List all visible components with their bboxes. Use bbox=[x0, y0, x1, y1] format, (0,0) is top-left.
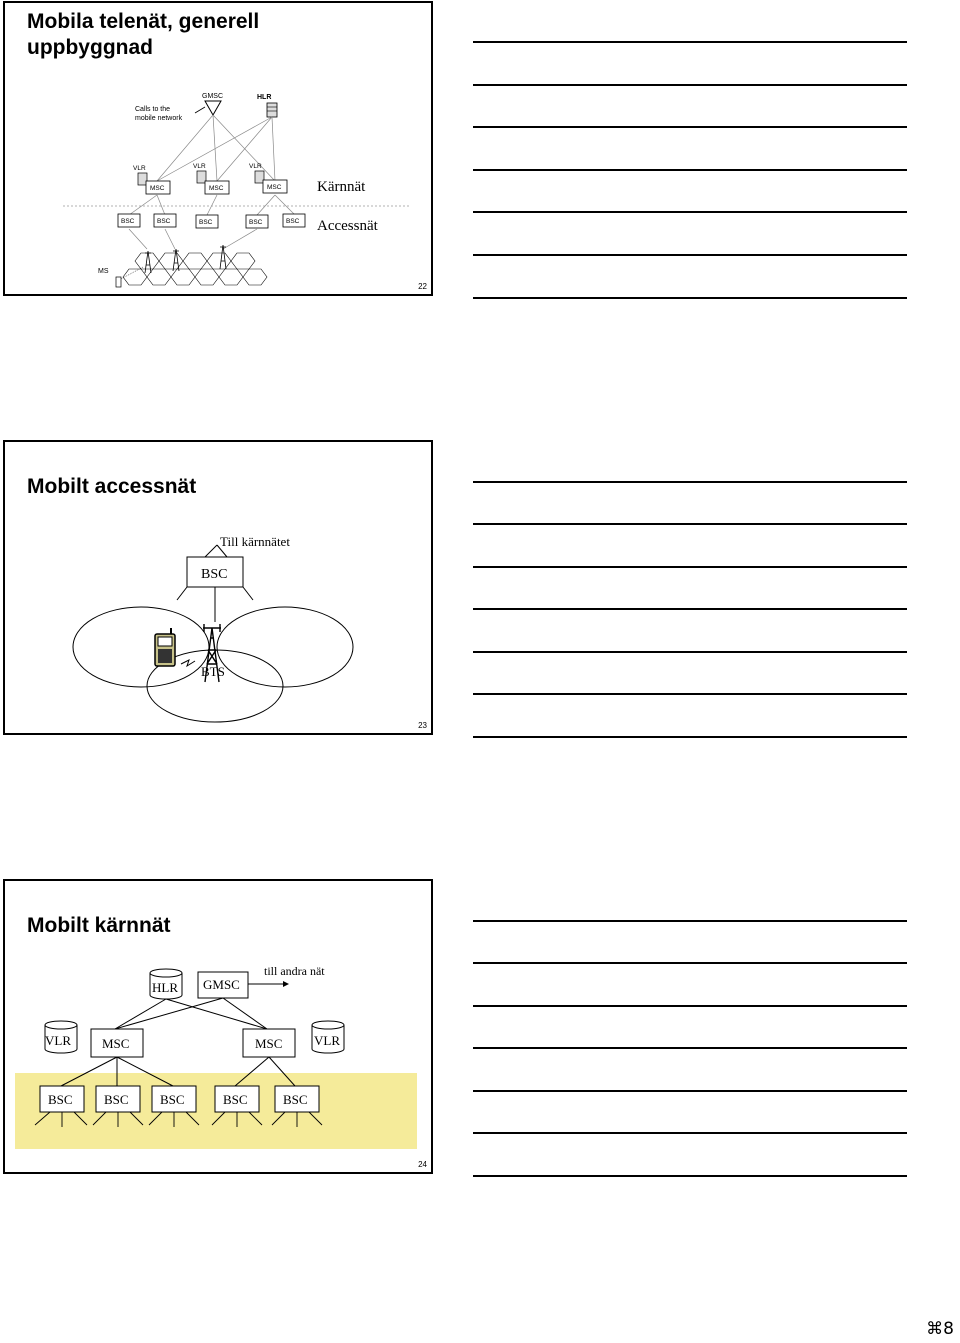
svg-text:BSC: BSC bbox=[121, 218, 135, 225]
note-line bbox=[473, 169, 907, 171]
msc-box-1 bbox=[146, 181, 170, 194]
till-andra-nat-label: till andra nät bbox=[264, 964, 325, 978]
svg-text:MSC: MSC bbox=[150, 185, 165, 192]
note-line bbox=[473, 566, 907, 568]
cell-ellipse-left bbox=[73, 607, 209, 687]
ms-phone-icon bbox=[116, 277, 121, 287]
ms-label: MS bbox=[98, 268, 109, 275]
access-network-diagram bbox=[5, 442, 431, 733]
gmsc-label: GMSC bbox=[202, 93, 223, 100]
bsc-box-4 bbox=[215, 1086, 259, 1112]
note-line bbox=[473, 608, 907, 610]
vlr-label-2: VLR bbox=[193, 163, 206, 170]
radio-signal-icon bbox=[181, 660, 195, 666]
vlr-label-right: VLR bbox=[314, 1033, 340, 1048]
hlr-database-icon bbox=[267, 103, 277, 117]
note-line bbox=[473, 254, 907, 256]
svg-text:BSC: BSC bbox=[223, 1092, 248, 1107]
vlr-label-1: VLR bbox=[133, 165, 146, 172]
till-karnnatet-label: Till kärnnätet bbox=[220, 534, 290, 549]
bsc-label: BSC bbox=[201, 567, 228, 582]
note-line bbox=[473, 41, 907, 43]
slide-title: Mobilt kärnnät bbox=[27, 914, 171, 937]
slide-number: 23 bbox=[418, 721, 427, 730]
svg-text:BSC: BSC bbox=[104, 1092, 129, 1107]
note-line bbox=[473, 651, 907, 653]
calls-label-2: mobile network bbox=[135, 115, 183, 122]
note-line bbox=[473, 693, 907, 695]
page-number-value: 8 bbox=[943, 1319, 954, 1339]
msc-label-right: MSC bbox=[255, 1036, 283, 1051]
vlr-label-3: VLR bbox=[249, 163, 262, 170]
vlr-label-left: VLR bbox=[45, 1033, 71, 1048]
note-line bbox=[473, 1175, 907, 1177]
note-line bbox=[473, 297, 907, 299]
gmsc-label: GMSC bbox=[203, 977, 240, 992]
bsc-box-1 bbox=[118, 214, 140, 227]
note-line bbox=[473, 1047, 907, 1049]
svg-text:BSC: BSC bbox=[283, 1092, 308, 1107]
page-number bbox=[926, 1319, 954, 1339]
note-line bbox=[473, 920, 907, 922]
bsc-box-5 bbox=[283, 214, 305, 227]
note-line bbox=[473, 84, 907, 86]
note-line bbox=[473, 126, 907, 128]
msc-label-left: MSC bbox=[102, 1036, 130, 1051]
msc-box-3 bbox=[263, 180, 287, 193]
hlr-label: HLR bbox=[152, 980, 178, 995]
slide-title: Mobilt accessnät bbox=[27, 475, 197, 498]
cell-ellipse-right bbox=[217, 607, 353, 687]
msc-box-2 bbox=[205, 181, 229, 194]
slide-number: 24 bbox=[418, 1160, 427, 1169]
slide-23 bbox=[3, 440, 433, 735]
svg-text:BSC: BSC bbox=[157, 218, 171, 225]
title-line-2: uppbyggnad bbox=[27, 36, 153, 59]
slide-24 bbox=[3, 879, 433, 1174]
note-line bbox=[473, 736, 907, 738]
bsc-box-3 bbox=[196, 215, 218, 228]
svg-text:BSC: BSC bbox=[48, 1092, 73, 1107]
title-line-1: Mobila telenät, generell bbox=[27, 10, 260, 33]
svg-text:MSC: MSC bbox=[209, 185, 224, 192]
svg-text:BSC: BSC bbox=[160, 1092, 185, 1107]
slide-22 bbox=[3, 1, 433, 296]
note-line bbox=[473, 1132, 907, 1134]
bsc-box-2 bbox=[96, 1086, 140, 1112]
mobile-phone-icon bbox=[155, 628, 175, 666]
calls-label-1: Calls to the bbox=[135, 106, 171, 113]
note-line bbox=[473, 523, 907, 525]
core-network-diagram bbox=[5, 881, 431, 1172]
bts-label: BTS bbox=[201, 664, 225, 679]
note-line bbox=[473, 962, 907, 964]
svg-text:MSC: MSC bbox=[267, 184, 282, 191]
gmsc-triangle bbox=[205, 101, 221, 115]
bsc-box-5 bbox=[275, 1086, 319, 1112]
bsc-box-3 bbox=[152, 1086, 196, 1112]
command-key-icon: ⌘ bbox=[926, 1319, 944, 1339]
svg-text:BSC: BSC bbox=[249, 219, 263, 226]
arrow-head bbox=[283, 981, 289, 987]
bsc-box-1 bbox=[40, 1086, 84, 1112]
hlr-label: HLR bbox=[257, 94, 272, 101]
svg-text:BSC: BSC bbox=[199, 219, 213, 226]
slide-number: 22 bbox=[418, 282, 427, 291]
network-diagram bbox=[5, 3, 431, 294]
note-line bbox=[473, 1005, 907, 1007]
bsc-box-2 bbox=[154, 214, 176, 227]
cell-grid bbox=[123, 253, 267, 285]
bsc-box-4 bbox=[246, 215, 268, 228]
note-line bbox=[473, 481, 907, 483]
karnnat-label: Kärnnät bbox=[317, 179, 366, 195]
accessnat-label: Accessnät bbox=[317, 218, 378, 234]
svg-text:BSC: BSC bbox=[286, 218, 300, 225]
note-line bbox=[473, 1090, 907, 1092]
note-line bbox=[473, 211, 907, 213]
